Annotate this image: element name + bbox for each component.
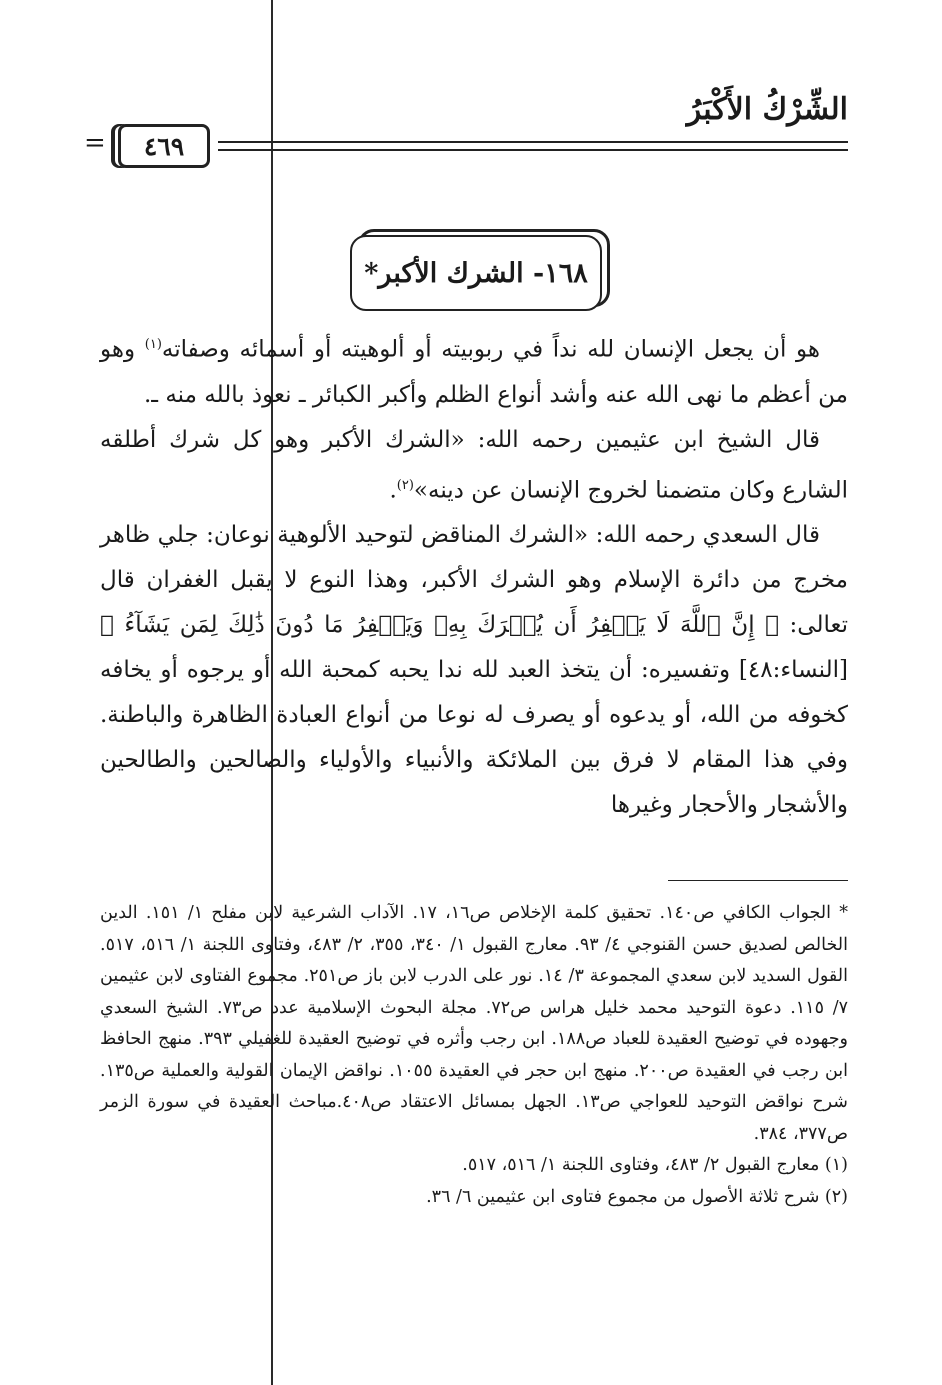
footnote-separator — [668, 880, 848, 881]
definition-text: هو أن يجعل الإنسان لله نداً في ربوبيته أو ألوهيته أو أسمائه وصفاته — [161, 336, 820, 363]
definition-cont: وهو من أعظم ما نهى الله عنه وأشد أنواع الظلم وأكبر الكبائر ـ نعوذ بالله منه ـ. — [100, 336, 848, 408]
footnote-2: (٢) شرح ثلاثة الأصول من مجموع فتاوى ابن عثيمين ٦/ ٣٦. — [426, 1186, 848, 1207]
page-number: ٤٦٩ — [118, 124, 210, 168]
footnotes — [100, 898, 848, 1213]
footnote-sources: * الجواب الكافي ص١٤٠. تحقيق كلمة الإخلاص ص١٦، ١٧. الآداب الشرعية لابن مفلح ١/ ١٥١. الدين الخالص لصديق حسن القنوجي ٤/ ٩٣. معارج القبول ١/ ٣٤٠، ٣٥٥، ٢/ ٤٨٣، وفتاوى اللجنة ١/ ٥١٦، ٥١٧. القول السديد لابن سعدي المجموعة ٣/ ١٤. نور على الدرب لابن باز ص٢٥١. مجموع الفتاوى لابن عثيمين ٧/ ١١٥. دعوة التوحيد محمد خليل هراس ص٧٢. مجلة البحوث الإسلامية عدد ص٧٣. الشيخ السعدي وجهوده في توضيح العقيدة للعباد ص١٨٨. ابن رجب وأثره في توضيح العقيدة للغفيلي ٣٩٣. منهج الحافظ ابن رجب في العقيدة ص٢٠٠. منهج ابن حجر في العقيدة ١٠٥٥. نواقض الإيمان القولية والعملية ص١٣٥. شرح نواقض التوحيد للعواجي ص١٣. الجهل بمسائل الاعتقاد ص٤٠٨.مباحث العقيدة في سورة الزمر ص٣٧٧، ٣٨٤. — [100, 903, 849, 1144]
footnote-1: (١) معارج القبول ٢/ ٤٨٣، وفتاوى اللجنة ١/ ٥١٦، ٥١٧. — [462, 1155, 848, 1175]
uthaymeen-end: . — [389, 477, 397, 504]
footnote-ref-2: (٢) — [396, 477, 414, 493]
running-title: الشِّرْكُ الأَكْبَرُ — [686, 92, 848, 127]
footnote-ref-1: (١) — [144, 337, 162, 352]
main-text — [100, 322, 848, 828]
page-marker: = — [84, 128, 106, 158]
header-rule-bottom — [218, 149, 848, 151]
paragraph-saadi: قال السعدي رحمه الله: «الشرك المناقض لتوحيد الألوهية نوعان: جلي ظاهر مخرج من دائرة الإسلام وهو الشرك الأكبر، وهذا النوع لا يقبل الغفران قال تعالى: ﴿ إِنَّ ٱللَّهَ لَا يَغۡفِرُ أَن يُشۡرَكَ بِهِۦ وَيَغۡفِرُ مَا دُونَ ذَٰلِكَ لِمَن يَشَآءُ ﴾ [النساء:٤٨] وتفسيره: أن يتخذ العبد لله ندا يحبه كمحبة الله أو يرجوه أو يخافه كخوفه من الله، أو يدعوه أو يصرف له نوعا من أنواع العبادة الظاهرة والباطنة. وفي هذا المقام لا فرق بين الملائكة والأنبياء والأولياء والصالحين والطالحين والأشجار والأحجار وغيرها — [100, 522, 848, 819]
header-rule-top — [218, 141, 848, 143]
paragraph-definition — [100, 322, 848, 418]
uthaymeen-quote: قال الشيخ ابن عثيمين رحمه الله: «الشرك الأكبر وهو كل شرك أطلقه الشارع وكان متضمنا لخروج الإنسان عن دينه» — [100, 426, 848, 504]
section-heading: ١٦٨- الشرك الأكبر* — [350, 235, 602, 311]
paragraph-uthaymeen — [100, 418, 848, 514]
